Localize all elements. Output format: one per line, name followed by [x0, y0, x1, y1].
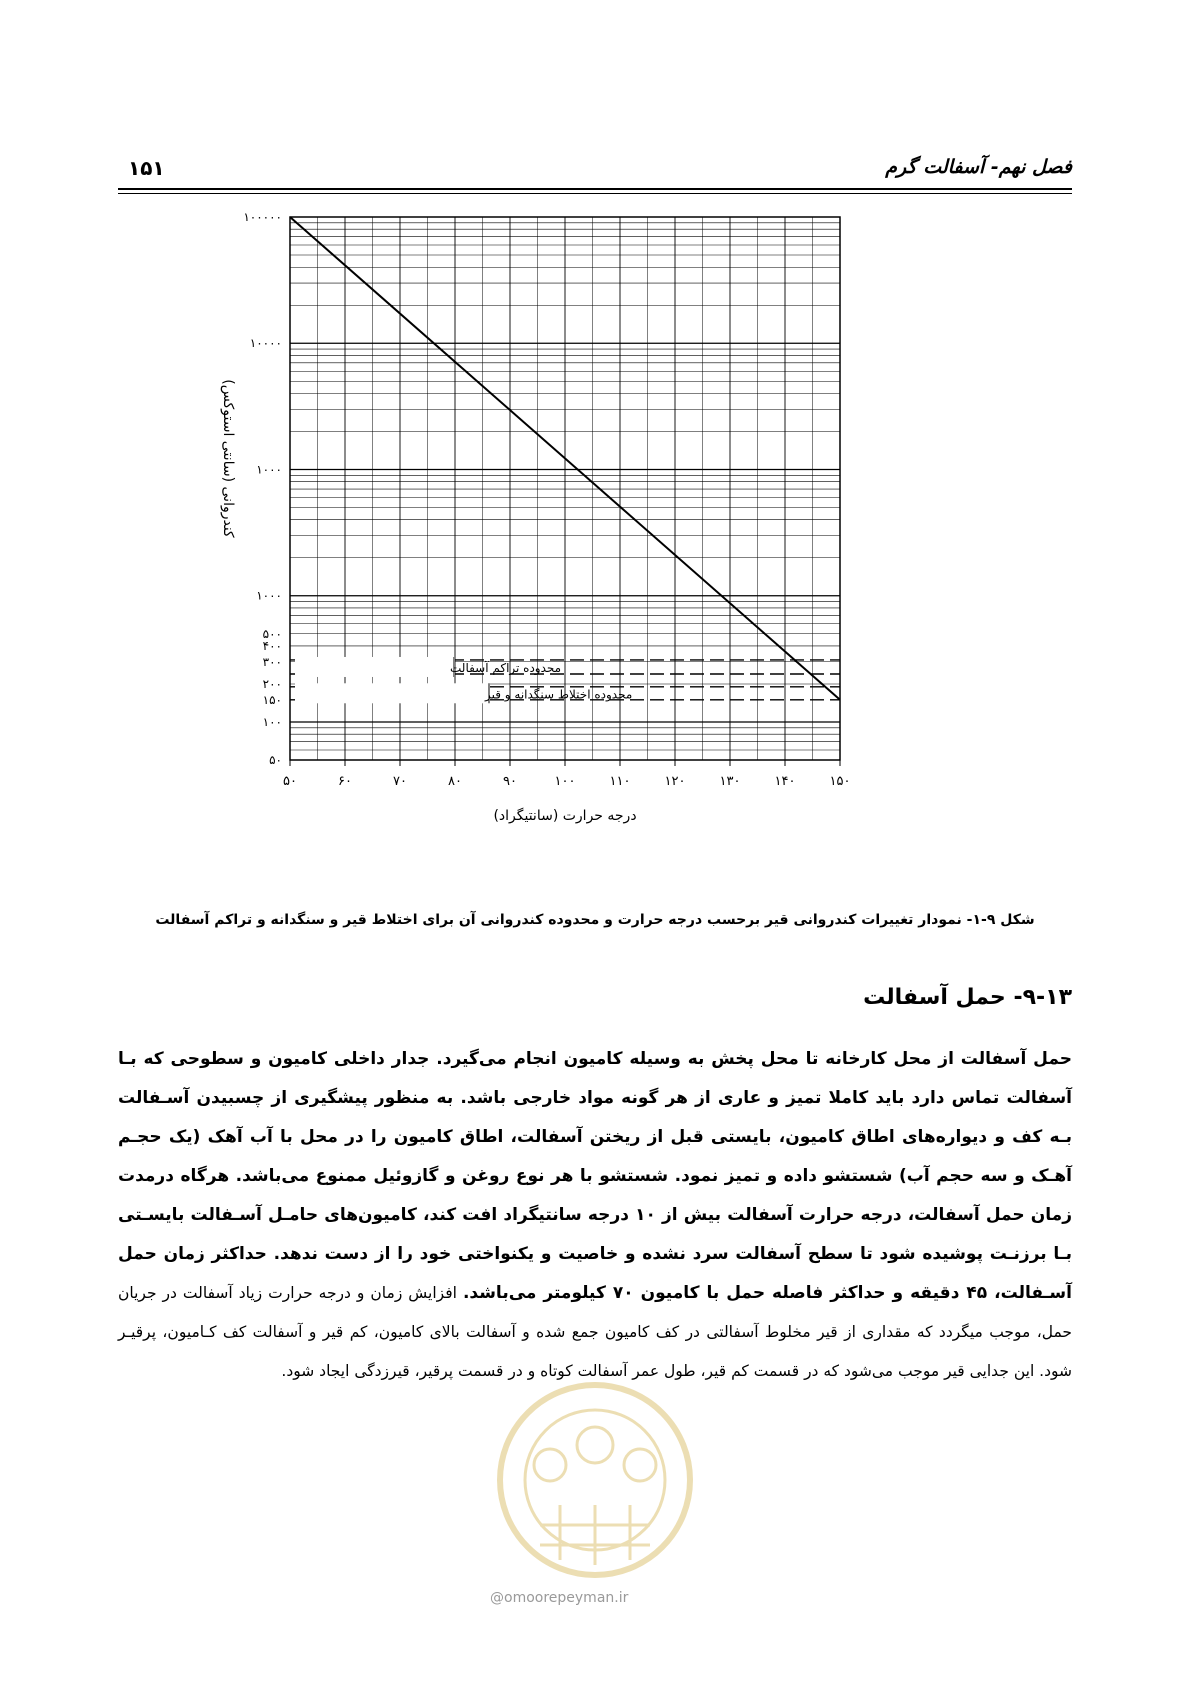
x-tick-label: ۹۰: [503, 774, 517, 789]
x-tick-label: ۱۱۰: [609, 774, 631, 789]
band-label-bg: [295, 657, 455, 677]
band-label: محدوده تراکم آسفالت: [450, 660, 562, 675]
y-tick-label: ۲۰۰: [262, 676, 282, 691]
band-label-bg: [295, 683, 490, 703]
y-axis-label: کندروانی (سانتی استوکس): [220, 379, 236, 538]
x-tick-label: ۱۴۰: [774, 774, 796, 789]
header-rule-thin: [118, 193, 1072, 194]
y-tick-label: ۱۵۰: [262, 692, 282, 707]
y-tick-label: ۱۰۰۰: [256, 462, 282, 477]
seal-watermark-icon: [470, 1375, 720, 1585]
y-tick-label: ۱۰۰: [262, 714, 282, 729]
y-tick-label: ۱۰۰۰۰۰: [243, 210, 282, 224]
x-tick-label: ۱۲۰: [664, 774, 686, 789]
band-label: محدوده اختلاط سنگدانه و قیر: [485, 687, 633, 702]
x-tick-label: ۵۰: [283, 774, 297, 789]
x-tick-label: ۱۵۰: [829, 774, 851, 789]
x-tick-label: ۶۰: [338, 774, 352, 789]
viscosity-temperature-chart: [200, 205, 900, 825]
x-tick-label: ۸۰: [448, 774, 462, 789]
x-tick-label: ۷۰: [393, 774, 407, 789]
figure-caption: شکل ۹-۱- نمودار تغییرات کندروانی قیر برحسب درجه حرارت و محدوده کندروانی آن برای اختلاط قیر و سنگدانه و تراکم آسفالت: [155, 912, 1035, 928]
x-tick-label: ۱۰۰: [554, 774, 576, 789]
chapter-title: فصل نهم- آسفالت گرم: [885, 156, 1072, 178]
y-tick-label: ۱۰۰۰۰: [249, 336, 282, 351]
y-tick-label: ۵۰۰: [262, 626, 282, 641]
header-rule: [118, 188, 1072, 190]
y-tick-label: ۱۰۰۰: [256, 588, 282, 603]
page-number: ۱۵۱: [128, 156, 165, 180]
section-paragraph: [118, 1040, 1072, 1391]
section-title: ۹-۱۳- حمل آسفالت: [863, 985, 1072, 1010]
x-axis-label: درجه حرارت (سانتیگراد): [493, 808, 637, 824]
paragraph-normal-text: افزایش زمان و درجه حرارت زیاد آسفالت در جریان حمل، موجب میگردد که مقداری از قیر مخلوط آسفالتی در کف کامیون جمع شده و آسفالت بالای کامیون، کم قیر و آسفالت کف کـامیون، پرقیـر شود. این جدایی قیر موجب می‌شود که در قسمت کم قیر، طول عمر آسفالت کوتاه و در قسمت پرقیر، قیرزدگی ایجاد شود.: [118, 1284, 1072, 1380]
y-tick-label: ۳۰۰: [262, 654, 282, 669]
y-tick-label: ۴۰۰: [262, 638, 282, 653]
x-tick-label: ۱۳۰: [719, 774, 741, 789]
paragraph-bold-text: حمل آسفالت از محل کارخانه تا محل پخش به وسیله کامیون انجام می‌گیرد. جدار داخلی کامیون و سطوحی که بـا آسفالت تماس دارد باید کاملا تمیز و عاری از هر گونه مواد خارجی باشد. به منظور پیشگیری از چسبیدن آسـفالت بـه کف و دیواره‌های اطاق کامیون، بایستی قبل از ریختن آسفالت، اطاق کامیون را در محل با آب آهک (یک حجـم آهـک و سه حجم آب) شستشو داده و تمیز نمود. شستشو با هر نوع روغن و گازوئیل ممنوع می‌باشد. هرگاه درمدت زمان حمل آسفالت، درجه حرارت آسفالت بیش از ۱۰ درجه سانتیگراد افت کند، کامیون‌های حامـل آسـفالت بایسـتی بـا برزنـت پوشیده شود تا سطح آسفالت سرد نشده و خاصیت و یکنواختی خود را از دست ندهد. حداکثر زمان حمل آسـفالت، ۴۵ دقیقه و حداکثر فاصله حمل با کامیون ۷۰ کیلومتر می‌باشد.: [118, 1049, 1072, 1303]
watermark-url: @omoorepeyman.ir: [490, 1590, 629, 1606]
page-header: [118, 150, 1072, 190]
y-tick-label: ۵۰: [269, 753, 282, 767]
